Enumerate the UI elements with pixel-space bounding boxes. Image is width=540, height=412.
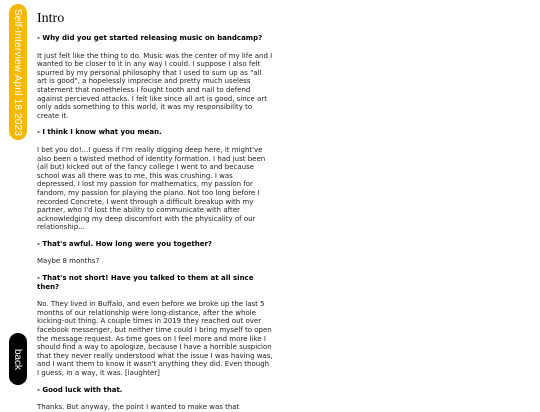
interview-answer: Maybe 8 months? — [37, 257, 100, 266]
back-button-label: back — [12, 348, 24, 370]
interview-question: - That's awful. How long were you together? — [37, 239, 212, 248]
interview-question: - Why did you get started releasing music on bandcamp? — [37, 34, 263, 42]
article-body — [37, 0, 273, 412]
interview-answer: I bet you do!...I guess if I'm really digging deep here, it might've also been a twisted method of identity formation. I had just been (all but) kicked out of the fancy college I went to and because school was all there was to me, this was crushing. I was depressed. I lost my passion for mathematics, my passion for fandom, my passion for playing the piano. Not too long before I recorded Concrete, I went through a difficult breakup with my partner, who I'd lost the ability to communicate with after acknowledging my deep discomfort with the physicality of our relationship... — [37, 145, 266, 232]
interview-answer: It just felt like the thing to do. Music was the center of my life and I wanted to be closer to it in any way I could. I suppose I also felt spurred by my personal philosophy that I used to sum up as "all art is good", a hopelessly imprecise and pretty much useless statement that nonetheless I fought tooth and nail to defend against percieved attacks. I felt like since all art is good, since art only adds something to this world, it was my responsibility to create it. — [37, 51, 273, 120]
interview-question: - Good luck with that. — [37, 385, 123, 394]
interview-answer: No. They lived in Buffalo, and even before we broke up the last 5 months of our relationship were long-distance, after the whole kicking-out thing. A couple times in 2019 they reached out over facebook messenger, but neither time could I bring myself to open the message request. As time goes on I feel more and more like I should find a way to apologize, because I have a horrible suspicion that they never really understood what the issue I was having was, and I want them to know it wasn't anything they did. Even though I guess, in a way, it was. [laughter] — [37, 300, 273, 377]
interview-answer: Thanks. But anyway, the point I wanted to make was that — [37, 403, 240, 412]
back-button[interactable] — [9, 333, 27, 385]
side-tab-title — [9, 4, 27, 140]
interview-question: - That's not short! Have you talked to them at all since then? — [37, 274, 254, 291]
side-tab-label: Self-Interview April 18 2023 — [12, 8, 24, 136]
interview-question: - I think I know what you mean. — [37, 128, 162, 137]
page-title: Intro — [37, 11, 65, 26]
